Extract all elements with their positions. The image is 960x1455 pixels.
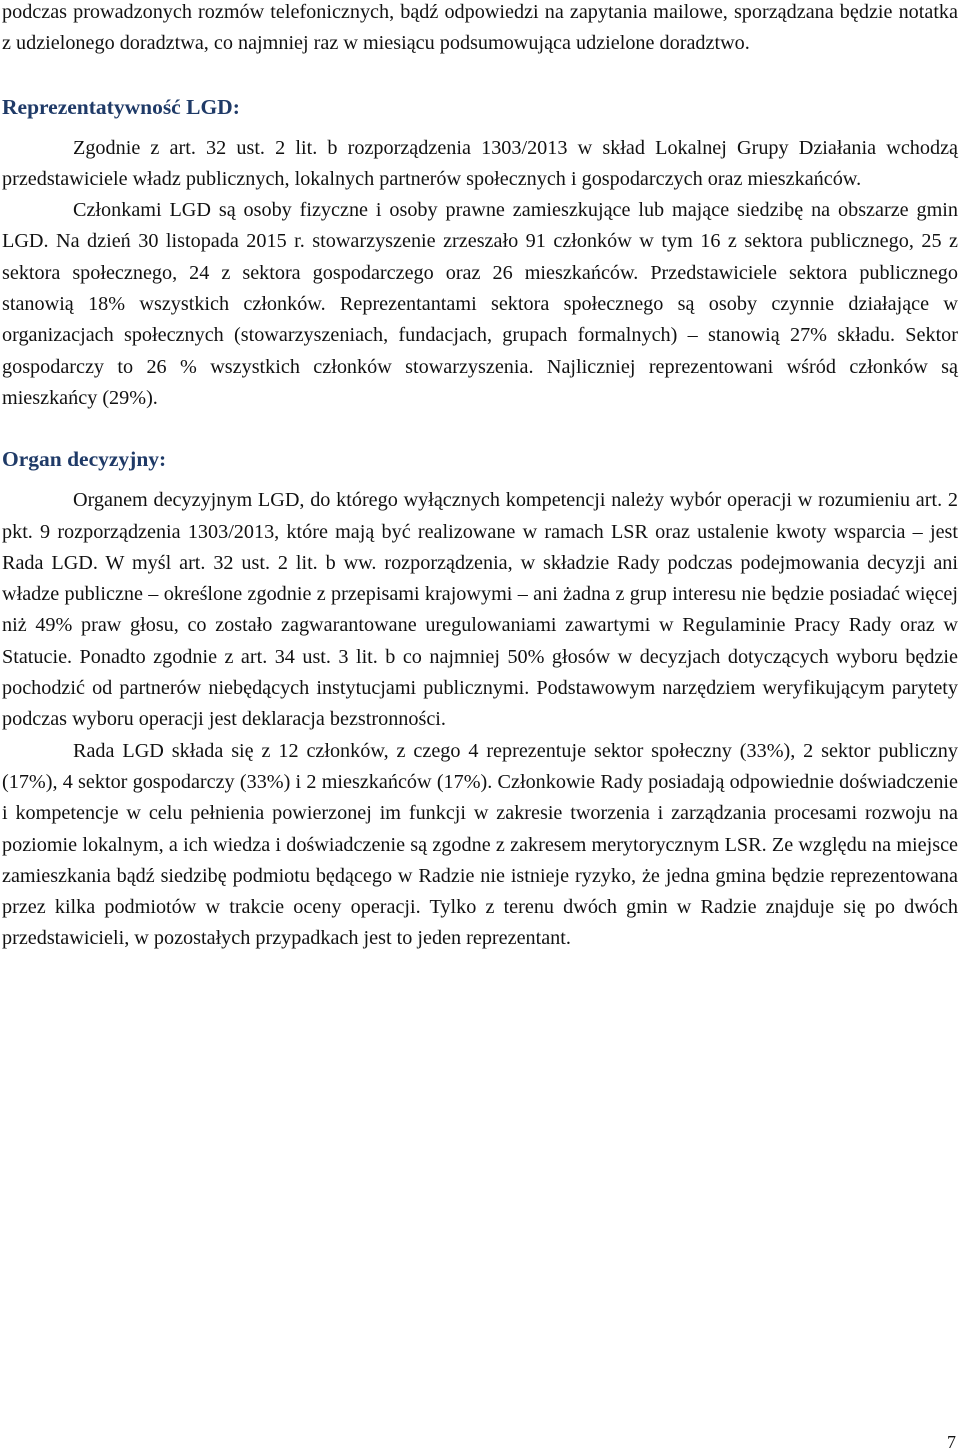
section-heading-representativeness: Reprezentatywność LGD:: [2, 94, 240, 119]
intro-paragraph: podczas prowadzonych rozmów telefonicznych, bądź odpowiedzi na zapytania mailowe, sporządzana będzie notatka z udzielonego doradztwa, co najmniej raz w miesiącu podsumowująca udzielone doradztwo.: [2, 1, 958, 55]
document-page: [2, 0, 958, 955]
representativeness-paragraph-1: Zgodnie z art. 32 ust. 2 lit. b rozporządzenia 1303/2013 w skład Lokalnej Grupy Działania wchodzą przedstawiciele władz publicznych, lokalnych partnerów społecznych i gospodarczych oraz mieszkańców.: [2, 136, 958, 190]
section-heading-decision-body: Organ decyzyjny:: [2, 447, 167, 472]
decision-body-paragraph-1: Organem decyzyjnym LGD, do którego wyłącznych kompetencji należy wybór operacji w rozumieniu art. 2 pkt. 9 rozporządzenia 1303/2013, które mają być realizowane w ramach LSR oraz ustalenie kwoty wsparcia – jest Rada LGD. W myśl art. 32 ust. 2 lit. b ww. rozporządzenia, w składzie Rady podczas podejmowania decyzji ani władze publiczne – określone zgodnie z przepisami krajowymi – ani żadna z grup interesu nie będzie posiadać więcej niż 49% praw głosu, co zostało zagwarantowane uregulowaniami zawartymi w Regulaminie Pracy Rady oraz w Statucie. Ponadto zgodnie z art. 34 ust. 3 lit. b co najmniej 50% głosów w decyzjach dotyczących wyboru będzie pochodzić od partnerów niebędących instytucjami publicznymi. Podstawowym narzędziem weryfikującym parytety podczas wyboru operacji jest deklaracja bezstronności.: [2, 489, 958, 731]
representativeness-paragraph-2: Członkami LGD są osoby fizyczne i osoby prawne zamieszkujące lub mające siedzibę na obszarze gmin LGD. Na dzień 30 listopada 2015 r. stowarzyszenie zrzeszało 91 członków w tym 16 z sektora publicznego, 25 z sektora społecznego, 24 z sektora gospodarczego oraz 26 mieszkańców. Przedstawiciele sektora publicznego stanowią 18% wszystkich członków. Reprezentantami sektora społecznego są osoby czynnie działające w organizacjach społecznych (stowarzyszeniach, fundacjach, grupach formalnych) – stanowią 27% składu. Sektor gospodarczy to 26 % wszystkich członków stowarzyszenia. Najliczniej reprezentowani wśród członków są mieszkańcy (29%).: [2, 199, 958, 409]
page-number: 7: [947, 1432, 956, 1452]
decision-body-paragraph-2: Rada LGD składa się z 12 członków, z czego 4 reprezentuje sektor społeczny (33%), 2 sektor publiczny (17%), 4 sektor gospodarczy (33%) i 2 mieszkańców (17%). Członkowie Rady posiadają odpowiednie doświadczenie i kompetencje w celu pełnienia powierzonej im funkcji w zakresie tworzenia i zarządzania procesami rozwoju na poziomie lokalnym, a ich wiedza i doświadczenie są zgodne z zakresem merytorycznym LSR. Ze względu na miejsce zamieszkania bądź siedzibę podmiotu będącego w Radzie nie istnieje ryzyko, że jedna gmina będzie reprezentowana przez kilka podmiotów w trakcie oceny operacji. Tylko z terenu dwóch gmin w Radzie znajduje się po dwóch przedstawicieli, w pozostałych przypadkach jest to jeden reprezentant.: [2, 739, 958, 950]
